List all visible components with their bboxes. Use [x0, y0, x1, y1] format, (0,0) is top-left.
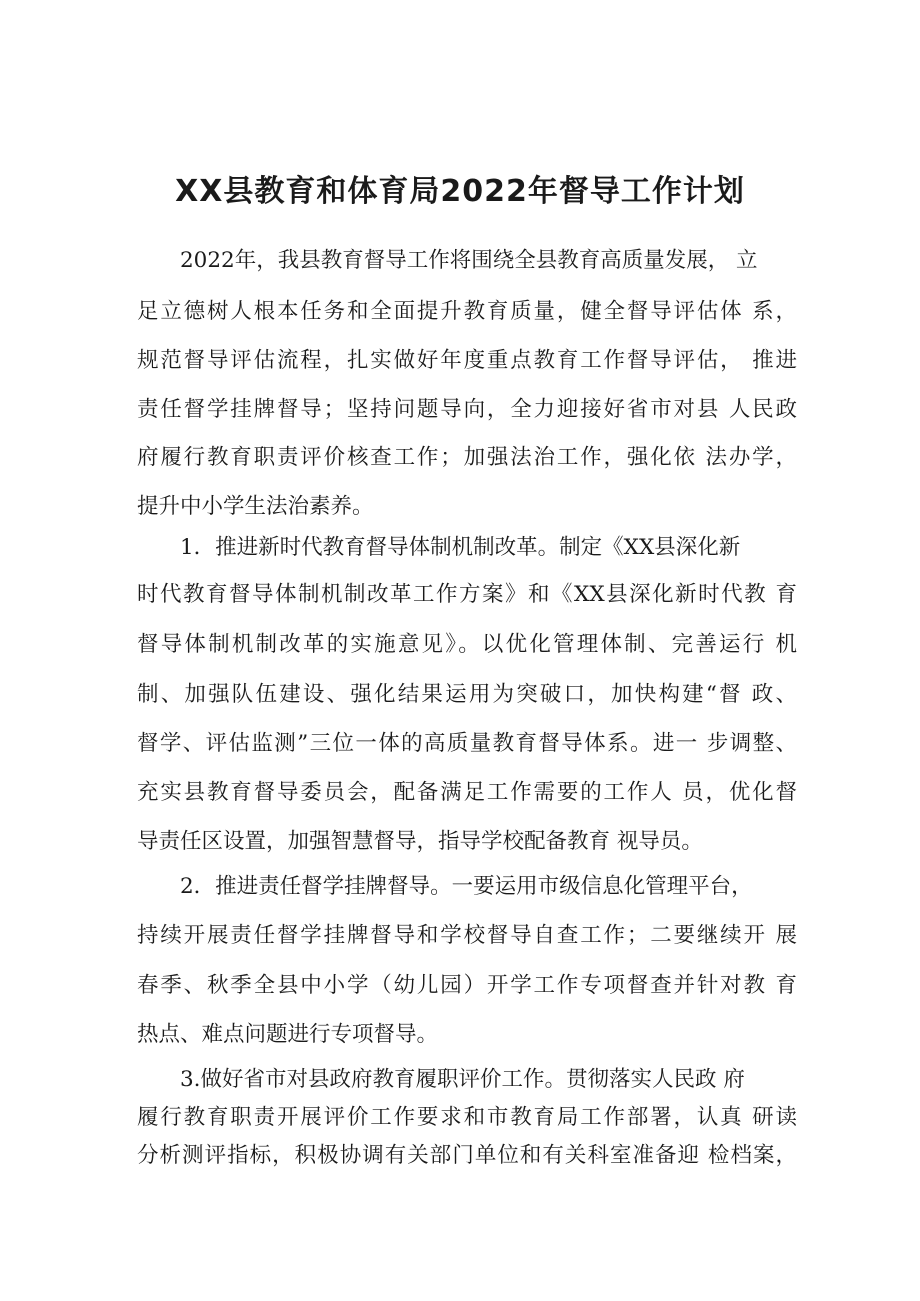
paragraph-2-line-2: 时代教育督导体制机制改革工作方案》和《XX县深化新时代教 育: [137, 582, 797, 607]
paragraph-2-line-4: 制、加强队伍建设、强化结果运用为突破口，加快构建“督 政、: [137, 682, 797, 707]
paragraph-2-line-5: 督学、评估监测”三位一体的高质量教育督导体系。进一 步调整、: [137, 731, 797, 756]
paragraph-2-line-3: 督导体制机制改革的实施意见》。以优化管理体制、完善运行 机: [137, 632, 797, 657]
paragraph-2-line-6: 充实县教育督导委员会，配备满足工作需要的工作人 员，优化督: [137, 780, 797, 805]
paragraph-1-line-5: 府履行教育职责评价核查工作；加强法治工作，强化依 法办学，: [137, 445, 797, 470]
paragraph-4-line-2: 履行教育职责开展评价工作要求和市教育局工作部署，认真 研读: [137, 1105, 797, 1130]
paragraph-4-line-3: 分析测评指标，积极协调有关部门单位和有关科室准备迎 检档案，: [137, 1143, 797, 1168]
paragraph-3-line-1: 2．推进责任督学挂牌督导。一要运用市级信息化管理平台，: [180, 874, 753, 899]
paragraph-2-line-1: 1．推进新时代教育督导体制机制改革。制定《XX县深化新: [180, 535, 741, 560]
paragraph-1-line-1: 2022年，我县教育督导工作将围绕全县教育高质量发展， 立: [180, 248, 758, 273]
paragraph-2-line-7: 导责任区设置，加强智慧督导，指导学校配备教育 视导员。: [137, 829, 703, 854]
paragraph-3-line-4: 热点、难点问题进行专项督导。: [137, 1022, 439, 1047]
paragraph-1-line-2: 足立德树人根本任务和全面提升教育质量，健全督导评估体 系，: [137, 299, 797, 324]
paragraph-1-line-3: 规范督导评估流程，扎实做好年度重点教育工作督导评估， 推进: [137, 348, 797, 373]
document-title: XX县教育和体育局2022年督导工作计划: [175, 174, 745, 209]
paragraph-3-line-2: 持续开展责任督学挂牌督导和学校督导自查工作；二要继续开 展: [137, 923, 797, 948]
paragraph-1-line-4: 责任督学挂牌督导；坚持问题导向，全力迎接好省市对县 人民政: [137, 397, 797, 422]
paragraph-1-line-6: 提升中小学生法治素养。: [137, 494, 374, 519]
paragraph-3-line-3: 春季、秋季全县中小学（幼儿园）开学工作专项督查并针对教 育: [137, 973, 797, 998]
paragraph-4-line-1: 3.做好省市对县政府教育履职评价工作。贯彻落实人民政 府: [180, 1067, 745, 1092]
